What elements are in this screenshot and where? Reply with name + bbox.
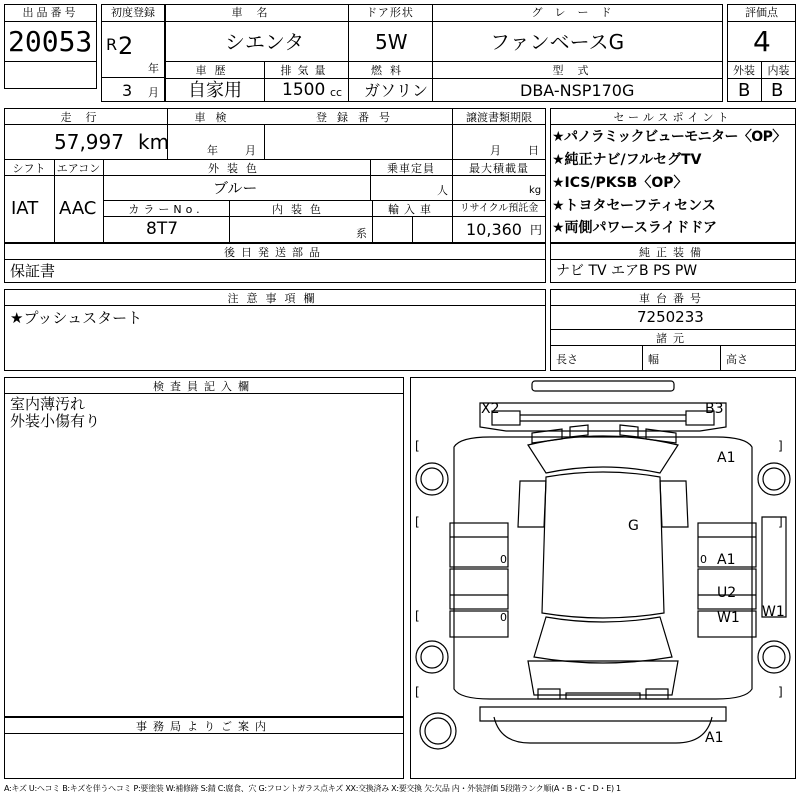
inspector-note: 外装小傷有り	[10, 412, 101, 430]
bracket-mark: ]	[778, 439, 783, 453]
door-label: ドア形状	[366, 6, 414, 19]
caution-label: 注意事項欄	[227, 292, 323, 305]
reg-year: 2	[118, 32, 134, 60]
damage-mark: A1	[717, 552, 736, 568]
door-type: 5W	[375, 30, 408, 54]
bracket-mark: [	[415, 685, 420, 699]
era: R	[106, 35, 118, 54]
zero-mark: 0	[500, 611, 507, 624]
ac: AAC	[59, 198, 97, 219]
history: 自家用	[188, 80, 242, 101]
grade-label: グレード	[531, 6, 624, 19]
score-label: 評価点	[745, 6, 778, 19]
zero-mark: 0	[700, 553, 707, 566]
later-parts: 保証書	[10, 262, 56, 280]
inspection-month-unit: 月	[245, 144, 256, 157]
regno-label: 登録番号	[316, 111, 400, 124]
year-unit: 年	[148, 62, 159, 75]
width-label: 幅	[648, 353, 659, 366]
damage-mark: W1	[762, 604, 785, 620]
length-label: 長さ	[556, 353, 578, 366]
damage-mark: U2	[717, 585, 737, 601]
sales-point: ★トヨタセーフティセンス	[552, 198, 716, 214]
damage-mark: G	[628, 518, 639, 534]
transfer-month-unit: 月	[490, 144, 501, 157]
int-label: 内装	[767, 64, 790, 77]
interior-color-label: 内装色	[272, 203, 329, 216]
damage-mark: A1	[705, 730, 724, 746]
genuine-equipment: ナビ TV エアB PS PW	[556, 263, 698, 279]
load-unit: kg	[529, 185, 542, 196]
sales-label: セールスポイント	[613, 111, 733, 124]
inspection-year-unit: 年	[207, 144, 218, 157]
sales-point: ★純正ナビ/フルセグTV	[552, 152, 702, 168]
ext-label: 外装	[733, 64, 755, 77]
recycle-label: リサイクル預託金	[459, 203, 539, 214]
zero-mark: 0	[500, 553, 507, 566]
sales-point: ★両側パワースライドドア	[552, 220, 718, 236]
shift-label: シフト	[12, 162, 46, 175]
displacement-unit: cc	[330, 86, 343, 99]
bracket-mark: [	[415, 439, 420, 453]
car-name: シエンタ	[225, 30, 305, 54]
recycle-unit: 円	[530, 223, 543, 237]
month-unit: 月	[148, 86, 159, 99]
damage-mark: B3	[705, 401, 724, 417]
chassis-label: 車台番号	[639, 292, 707, 305]
load-label: 最大積載量	[469, 162, 529, 175]
damage-mark: X2	[481, 401, 500, 417]
inspector-note: 室内薄汚れ	[10, 395, 86, 413]
mileage-unit: km	[138, 130, 170, 154]
damage-mark: A1	[717, 450, 736, 466]
fuel: ガソリン	[364, 81, 429, 100]
color-label: 外装色	[208, 162, 265, 175]
mileage: 57,997	[54, 130, 124, 154]
ext-grade: B	[738, 80, 751, 101]
car-diagram	[410, 377, 796, 779]
model-label: 型式	[552, 64, 603, 77]
caution-note: ★プッシュスタート	[10, 309, 143, 327]
displacement: 1500	[282, 80, 326, 100]
interior-color-unit: 系	[356, 227, 367, 240]
displacement-label: 排気量	[280, 64, 332, 77]
inspection-label: 車検	[194, 111, 237, 124]
legend-footer: A:キズ U:ヘコミ B:キズを伴うヘコミ P:要塗装 W:補修跡 S:錆 C:腐食、穴 G:フロントガラス点キズ XX:交換済み X:要交換 欠:欠品 内・外装評価 5段階ランク順(A・B・C・D・E) 1	[4, 784, 621, 793]
bracket-mark: ]	[778, 685, 783, 699]
color-no: 8T7	[146, 219, 179, 239]
reg-month: 3	[122, 81, 133, 100]
int-grade: B	[771, 80, 784, 101]
transfer-day-unit: 日	[528, 144, 539, 157]
damage-mark: W1	[717, 610, 740, 626]
office-label: 事務局よりご案内	[136, 720, 272, 733]
inspector-label: 検査員記入欄	[153, 380, 255, 393]
sales-point: ★パノラミックビューモニター〈OP〉	[552, 129, 786, 145]
transfer-label: 譲渡書類期限	[466, 111, 532, 124]
import-label: 輸入車	[388, 203, 436, 216]
car-name-label: 車名	[231, 6, 282, 19]
color: ブルー	[213, 179, 258, 197]
color-no-label: カラーNo.	[128, 203, 204, 216]
mileage-label: 走行	[60, 111, 111, 124]
first-reg-label: 初度登録	[111, 6, 155, 19]
shift: IAT	[11, 198, 39, 219]
capacity-label: 乗車定員	[387, 162, 435, 175]
sales-point: ★ICS/PKSB〈OP〉	[552, 175, 688, 191]
genuine-label: 純正装備	[639, 246, 707, 259]
bracket-mark: ]	[778, 515, 783, 529]
lot-label: 出品番号	[22, 6, 79, 19]
later-parts-label: 後日発送部品	[224, 246, 326, 259]
spec-label: 諸元	[656, 332, 690, 345]
bracket-mark: [	[415, 609, 420, 623]
lot-number: 20053	[8, 25, 93, 58]
recycle-amount: 10,360	[466, 220, 522, 239]
grade: ファンベースG	[490, 30, 625, 54]
capacity-unit: 人	[437, 184, 448, 197]
ac-label: エアコン	[56, 162, 101, 175]
history-label: 車歴	[195, 64, 234, 77]
bracket-mark: [	[415, 515, 420, 529]
model: DBA-NSP170G	[520, 81, 635, 100]
score: 4	[753, 25, 771, 58]
fuel-label: 燃料	[371, 64, 409, 77]
height-label: 高さ	[726, 353, 748, 366]
chassis-number: 7250233	[637, 308, 704, 326]
